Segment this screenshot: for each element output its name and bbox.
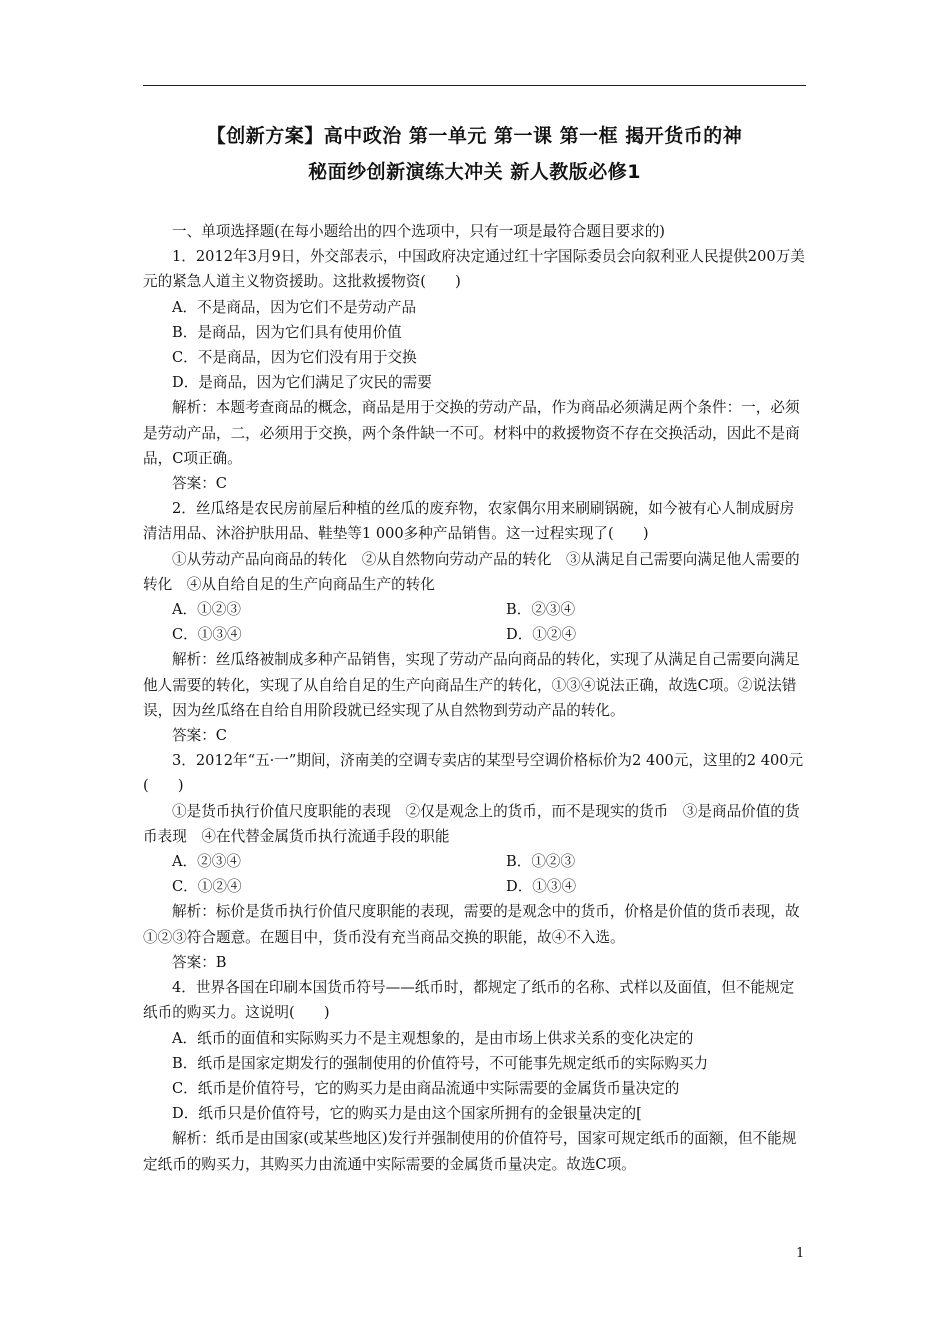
option-b: B．纸币是国家定期发行的强制使用的价值符号，不可能事先规定纸币的实际购买力 <box>172 1054 709 1072</box>
option-b: B．是商品，因为它们具有使用价值 <box>172 323 402 341</box>
document-title-line-2: 秘面纱创新演练大冲关 新人教版必修1 <box>308 161 641 183</box>
option-a: A．不是商品，因为它们不是劳动产品 <box>172 298 417 316</box>
options-row <box>143 874 806 899</box>
option-a: A．①②③ <box>172 601 241 619</box>
option-b: B．②③④ <box>506 601 576 619</box>
analysis: 解析：纸币是由国家(或某些地区)发行并强制使用的价值符号，国家可规定纸币的面额，但不能规定纸币的购买力，其购买力由流通中实际需要的金属货币量决定。故选C项。 <box>143 1130 797 1173</box>
option-a: A．纸币的面值和实际购买力不是主观想象的，是由市场上供求关系的变化决定的 <box>172 1029 694 1047</box>
answer: 答案：C <box>172 475 227 493</box>
question-stem: 4．世界各国在印刷本国货币符号——纸币时，都规定了纸币的名称、式样以及面值，但不能规定纸币的购买力。这说明( ) <box>143 979 795 1022</box>
options-row <box>143 849 806 874</box>
question-1 <box>143 244 806 496</box>
option-d: D．纸币只是价值符号，它的购买力是由这个国家所拥有的金银量决定的[ <box>172 1105 642 1123</box>
option-a: A．②③④ <box>172 853 241 871</box>
option-c: C．不是商品，因为它们没有用于交换 <box>172 349 417 367</box>
answer: 答案：C <box>172 727 227 745</box>
analysis: 解析：标价是货币执行价值尺度职能的表现，需要的是观念中的货币，价格是价值的货币表现，故①②③符合题意。在题目中，货币没有充当商品交换的职能，故④不入选。 <box>143 903 800 946</box>
analysis: 解析：本题考查商品的概念，商品是用于交换的劳动产品，作为商品必须满足两个条件：一，必须是劳动产品，二，必须用于交换，两个条件缺一不可。材料中的救援物资不存在交换活动，因此不是商品，C项正确。 <box>143 399 800 467</box>
document-body <box>143 219 806 1177</box>
question-4 <box>143 975 806 1177</box>
question-3 <box>143 748 806 975</box>
question-2 <box>143 496 806 748</box>
option-c: C．纸币是价值符号，它的购买力是由商品流通中实际需要的金属货币量决定的 <box>172 1079 680 1097</box>
option-c: C．①②④ <box>172 878 242 896</box>
option-d: D．是商品，因为它们满足了灾民的需要 <box>172 374 432 392</box>
question-items: ①从劳动产品向商品的转化 ②从自然物向劳动产品的转化 ③从满足自己需要向满足他人需要的转化 ④从自给自足的生产向商品生产的转化 <box>143 550 800 593</box>
answer: 答案：B <box>172 953 227 971</box>
option-d: D．①②④ <box>506 626 577 644</box>
analysis: 解析：丝瓜络被制成多种产品销售，实现了劳动产品向商品的转化，实现了从满足自己需要向满足他人需要的转化，实现了从自给自足的生产向商品生产的转化，①③④说法正确，故选C项。②说法错误，因为丝瓜络在自给自用阶段就已经实现了从自然物到劳动产品的转化。 <box>143 651 800 719</box>
question-items: ①是货币执行价值尺度职能的表现 ②仅是观念上的货币，而不是现实的货币 ③是商品价值的货币表现 ④在代替金属货币执行流通手段的职能 <box>143 802 800 845</box>
option-c: C．①③④ <box>172 626 242 644</box>
page-number: 1 <box>796 1246 805 1261</box>
question-stem: 3．2012年“五·一”期间，济南美的空调专卖店的某型号空调价格标价为2 400元，这里的2 400元( ) <box>143 752 804 795</box>
option-b: B．①②③ <box>506 853 576 871</box>
section-heading: 一、单项选择题(在每小题给出的四个选项中，只有一项是最符合题目要求的) <box>172 223 665 240</box>
document-title-line-1: 【创新方案】高中政治 第一单元 第一课 第一框 揭开货币的神 <box>206 125 743 147</box>
options-row <box>143 597 806 622</box>
options-row <box>143 622 806 647</box>
question-stem: 2．丝瓜络是农民房前屋后种植的丝瓜的废弃物，农家偶尔用来刷刷锅碗，如今被有心人制成厨房清洁用品、沐浴护肤用品、鞋垫等1 000多种产品销售。这一过程实现了( ) <box>143 500 795 543</box>
question-stem: 1．2012年3月9日，外交部表示，中国政府决定通过红十字国际委员会向叙利亚人民提供200万美元的紧急人道主义物资援助。这批救援物资( ) <box>143 248 805 291</box>
option-d: D．①③④ <box>506 878 577 896</box>
header-rule <box>143 85 806 86</box>
